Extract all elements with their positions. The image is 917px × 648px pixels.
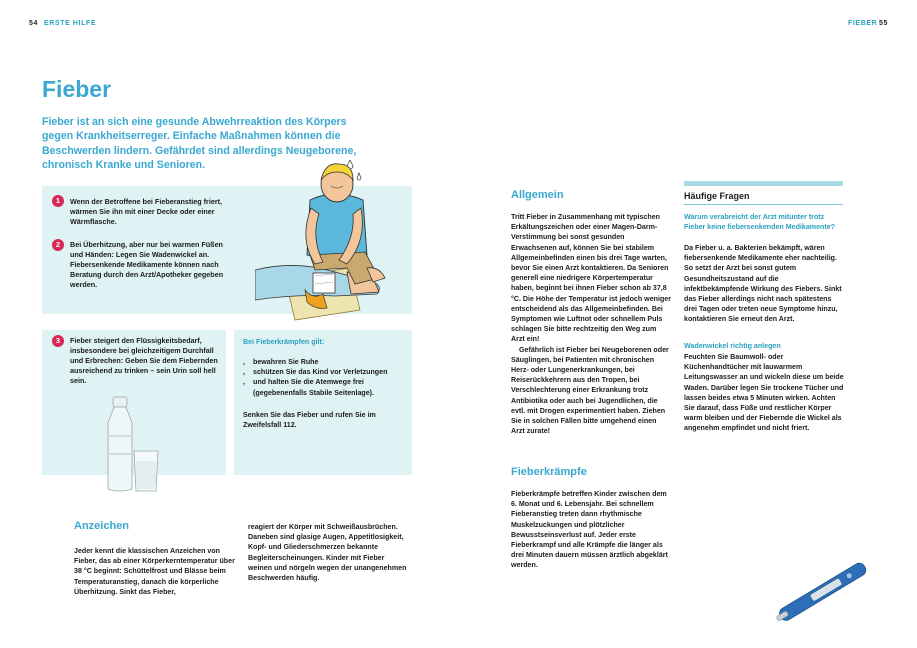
step-1-text: Wenn der Betroffene bei Fieberanstieg friert, wärmen Sie ihn mit einer Decke oder einer Wärmflasche.: [70, 197, 223, 226]
faq-question-2: Wadenwickel richtig anlegen: [684, 342, 781, 350]
fever-cramps-heading: Bei Fieberkrämpfen gilt:: [243, 338, 325, 346]
intro-text: Fieber ist an sich eine gesunde Abwehrreaktion des Körpers gegen Krankheitserreger. Einfache Maßnahmen können die Beschwerden lindern. Gefährdet sind allerdings Neugeborene, chronisch Kranke und Senioren.: [42, 116, 357, 171]
right-page-number: 55: [879, 20, 888, 27]
list-item: , und halten Sie die Atemwege frei (gegebenenfalls Stabile Seitenlage).: [243, 378, 375, 397]
faq-top-bar: [684, 181, 843, 186]
allgemein-text: [511, 212, 671, 436]
fever-cramps-closing: Senken Sie das Fieber und rufen Sie im Zweifelsfall 112.: [243, 411, 376, 430]
anzeichen-col2: reagiert der Körper mit Schweißausbrüchen. Daneben sind glasige Augen, Appetitlosigkeit, Kopf- und Gliederschmerzen bekannte Begleiterscheinungen. Kinder mit Fieber weinen und nörgeln wegen der unangenehmen Beschwerden häufig.: [248, 523, 407, 583]
allgemein-p1: Tritt Fieber in Zusammenhang mit typischen Erkältungszeichen oder einer Magen-Darm-Verstimmung bei sonst gesunden Erwachsenen auf, können Sie bei stabilem Allgemeinbefinden einen bis drei Tage warten, bevor Sie einen Arzt kontaktieren. Da Senioren generell eine niedrigere Körpertemperatur haben, beginnt bei ihnen Fieber schon ab 37,8 °C. Die Höhe der Temperatur ist jedoch weniger entscheidend als das Allgemeinbefinden. Bei Symptomen wie Luftnot oder schnellem Puls schlagen Sie bitte rechtzeitig den Weg zum Arzt ein!: [511, 213, 671, 344]
allgemein-p2: Gefährlich ist Fieber bei Neugeborenen oder Säuglingen, bei Patienten mit chronischen Herz- oder Lungenerkrankungen, bei Reiserückkehrern aus den Tropen, bei Verschlechterung einer Erkrankung trotz Antibiotika oder auch bei Jugendlichen, die evtl. mit Drogen experimentiert haben. Ziehen Sie in solchen Fällen bitte umgehend einen Arzt zurate!: [511, 345, 669, 436]
step-3-badge: 3: [52, 335, 64, 347]
anzeichen-heading: Anzeichen: [74, 520, 130, 532]
faq-answer-2: Feuchten Sie Baumwoll- oder Küchenhandtücher mit lauwarmem Leitungswasser an und wickeln diese um beide Waden. Darüber legen Sie trockene Tücher und lassen beides etwa 5 Minuten wirken. Achten Sie darauf, dass Füße und restlicher Körper warm bleiben und der Fiebernde die Wickel als angenehm empfindet und nicht friert.: [684, 353, 844, 433]
fieberkraempfe-heading: Fieberkrämpfe: [511, 466, 587, 478]
list-item: , schützen Sie das Kind vor Verletzungen: [243, 368, 388, 377]
list-item: , bewahren Sie Ruhe: [243, 358, 319, 366]
water-bottle-illustration: [100, 395, 162, 495]
left-section-label: ERSTE HILFE: [44, 20, 97, 27]
person-wadenwickel-illustration: [255, 160, 425, 325]
faq-heading: Häufige Fragen: [684, 191, 750, 201]
right-section-label: FIEBER: [848, 20, 878, 27]
left-page-number: 54: [29, 20, 38, 27]
step-2-text: Bei Überhitzung, aber nur bei warmen Füßen und Händen: Legen Sie Wadenwickel an. Fiebersenkende Medikamente können nach Beratung durch den Arzt/Apotheker gegeben werden.: [70, 240, 224, 289]
page-title: Fieber: [42, 76, 112, 102]
step-3-text: Fieber steigert den Flüssigkeitsbedarf, insbesondere bei gleichzeitigem Durchfall und Erbrechen: Geben Sie dem Fiebernden ausreichend zu trinken – sein Urin soll hell sein.: [70, 336, 218, 385]
step-1-badge: 1: [52, 195, 64, 207]
allgemein-heading: Allgemein: [511, 189, 564, 201]
anzeichen-col1: Jeder kennt die klassischen Anzeichen von Fieber, das ab einer Körperkerntemperatur über 38 °C beginnt: Schüttelfrost und Blässe beim Temperaturanstieg, danach die körperliche Überhitzung. Sinkt das Fieber,: [74, 547, 235, 596]
faq-question-1: Warum verabreicht der Arzt mitunter trotz Fieber keine fiebersenkenden Medikamente?: [684, 213, 835, 232]
thermometer-illustration: [765, 560, 877, 622]
fever-cramps-box: [234, 330, 412, 475]
faq-divider: [684, 204, 843, 205]
fieberkraempfe-text: Fieberkrämpfe betreffen Kinder zwischen dem 6. Monat und 6. Lebensjahr. Bei schnellem Fieberanstieg treten dann rhythmische Muskelzuckungen und plötzlicher Bewusstseinsverlust auf. Jeder erste Fieberkrampf und alle Krämpfe die länger als drei Minuten dauern müssen ärztlich abgeklärt werden.: [511, 490, 668, 570]
fever-cramps-list: [243, 357, 405, 398]
faq-answer-1: Da Fieber u. a. Bakterien bekämpft, wären fiebersenkende Medikamente eher nachteilig. So setzt der Arzt bei sonst gutem Gesundheitszustand auf die infektbekämpfende Wirkung des Fiebers. Sinkt das Fieber allerdings nicht nach spätestens drei Tagen oder treten neue Symptome hinzu, kontaktieren Sie erneut den Arzt.: [684, 244, 842, 324]
step-2-badge: 2: [52, 239, 64, 251]
